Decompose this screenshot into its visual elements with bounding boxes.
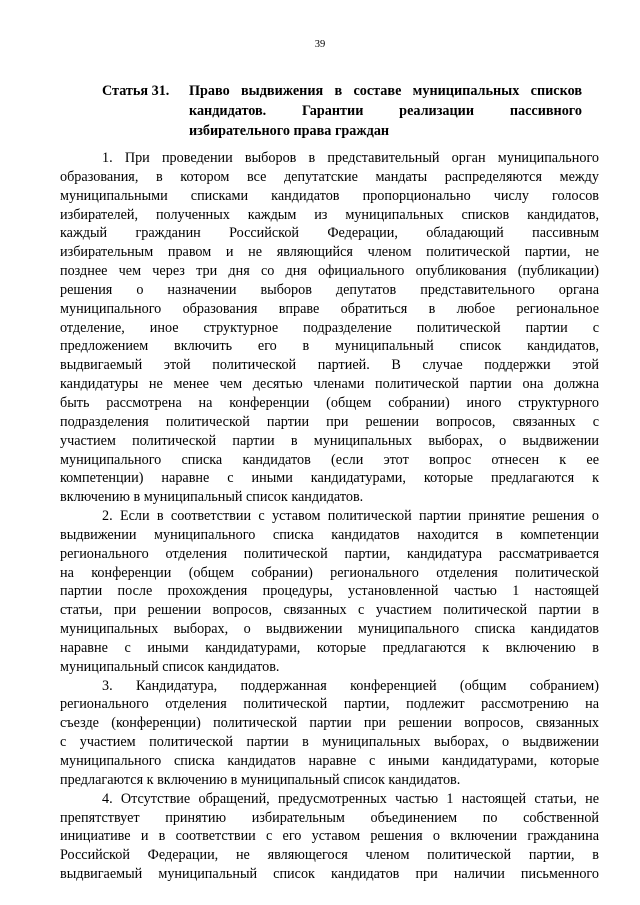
paragraph-line: муниципального списка кандидатов наравне с иными кандидатурами, которые — [60, 753, 599, 769]
paragraph-line: 3. Кандидатура, поддержанная конференцией (общим собранием) — [102, 677, 599, 694]
paragraph-line: регионального отделения политической партии, кандидатура рассматривается — [60, 545, 599, 562]
paragraph-line: регионального отделения политической партии, подлежит рассмотрению на — [60, 696, 599, 713]
paragraph — [60, 790, 599, 884]
paragraph-line: выдвижении муниципального списка кандидатов находится в компетенции — [60, 526, 599, 543]
paragraph-line: выдвигаемый муниципальный список кандидатов при наличии письменного — [60, 866, 599, 883]
paragraph-line: 2. Если в соответствии с уставом политической партии принятие решения о — [102, 508, 599, 525]
paragraph-line: муниципальный список кандидатов. — [60, 658, 280, 675]
paragraph-line: участием политической партии в муниципальных выборах, о выдвижении — [60, 432, 599, 449]
paragraph-line: наравне с иными кандидатурами, которые предлагаются к включению в — [60, 639, 599, 656]
paragraph-line: с участием политической партии в муниципальных выборах, о выдвижении — [60, 734, 599, 751]
paragraph-line: 1. При проведении выборов в представительный орган муниципального — [102, 150, 599, 166]
paragraph — [60, 149, 599, 507]
paragraph-line: инициативе и в соответствии с его уставом решения о включении гражданина — [60, 828, 599, 845]
paragraph-line: выдвигаемый этой политической партией. В случае поддержки этой — [60, 357, 599, 374]
paragraph-line: отделение, иное структурное подразделение политической партии с — [60, 319, 599, 336]
paragraph-line: 4. Отсутствие обращений, предусмотренных частью 1 настоящей статьи, не — [102, 790, 599, 807]
paragraph — [60, 507, 599, 677]
paragraph-line: каждый гражданин Российской Федерации, обладающий пассивным — [60, 225, 599, 242]
paragraph-line: образования, в котором все депутатские мандаты распределяются между — [60, 168, 599, 185]
article-title-line: избирательного права граждан — [189, 123, 390, 139]
paragraph-line: муниципального списка кандидатов (если этот вопрос отнесен к ее — [60, 451, 599, 468]
article-title-line: кандидатов. Гарантии реализации пассивного — [189, 103, 582, 119]
paragraph — [60, 677, 599, 790]
paragraph-line: Российской Федерации, не являющегося членом политической партии, в — [60, 847, 599, 864]
paragraph-line: муниципальных выборах, о выдвижении муниципального списка кандидатов — [60, 621, 599, 638]
article-title-line: Право выдвижения в составе муниципальных списков — [189, 83, 582, 99]
paragraph-line: съезде (конференции) политической партии при решении вопросов, связанных — [60, 715, 599, 732]
paragraph-line: включению в муниципальный список кандидатов. — [60, 489, 364, 506]
paragraph-line: муниципальными списками кандидатов пропорционально числу голосов — [60, 187, 599, 204]
paragraph-line: позднее чем через три дня со дня официального опубликования (публикации) — [60, 263, 599, 280]
paragraph-line: препятствует принятию избирательным объединением по собственной — [60, 809, 599, 826]
paragraph-line: избирательным правом и не являющийся членом политической партии, не — [60, 244, 599, 261]
paragraph-line: компетенции) наравне с иными кандидатурами, которые предлагаются к — [60, 470, 599, 487]
article-label: Статья 31. — [102, 83, 170, 99]
paragraph-line: партии после прохождения процедуры, установленной частью 1 настоящей — [60, 583, 599, 600]
paragraph-line: быть рассмотрена на конференции (общем собрании) иного структурного — [60, 394, 599, 411]
paragraph-line: муниципального образования вправе обратиться в любое региональное — [60, 300, 599, 317]
paragraph-line: на конференции (общем собрании) регионального отделения политической — [60, 564, 599, 581]
article-title — [189, 81, 582, 141]
paragraph-line: предложением включить его в муниципальный список кандидатов, — [60, 338, 599, 355]
paragraph-line: подразделения политической партии при решении вопросов, связанных с — [60, 413, 599, 430]
paragraph-line: избирателей, полученных каждым из муниципальных списков кандидатов, — [60, 206, 599, 223]
paragraph-line: статьи, при решении вопросов, связанных с участием политической партии в — [60, 602, 599, 619]
paragraph-line: решения о назначении выборов депутатов представительного органа — [60, 281, 599, 298]
paragraph-line: кандидатуры не менее чем десятью членами политической партии она должна — [60, 376, 599, 393]
paragraph-line: предлагаются к включению в муниципальный список кандидатов. — [60, 771, 461, 788]
article-body — [60, 149, 599, 884]
page-number: 39 — [314, 39, 326, 50]
